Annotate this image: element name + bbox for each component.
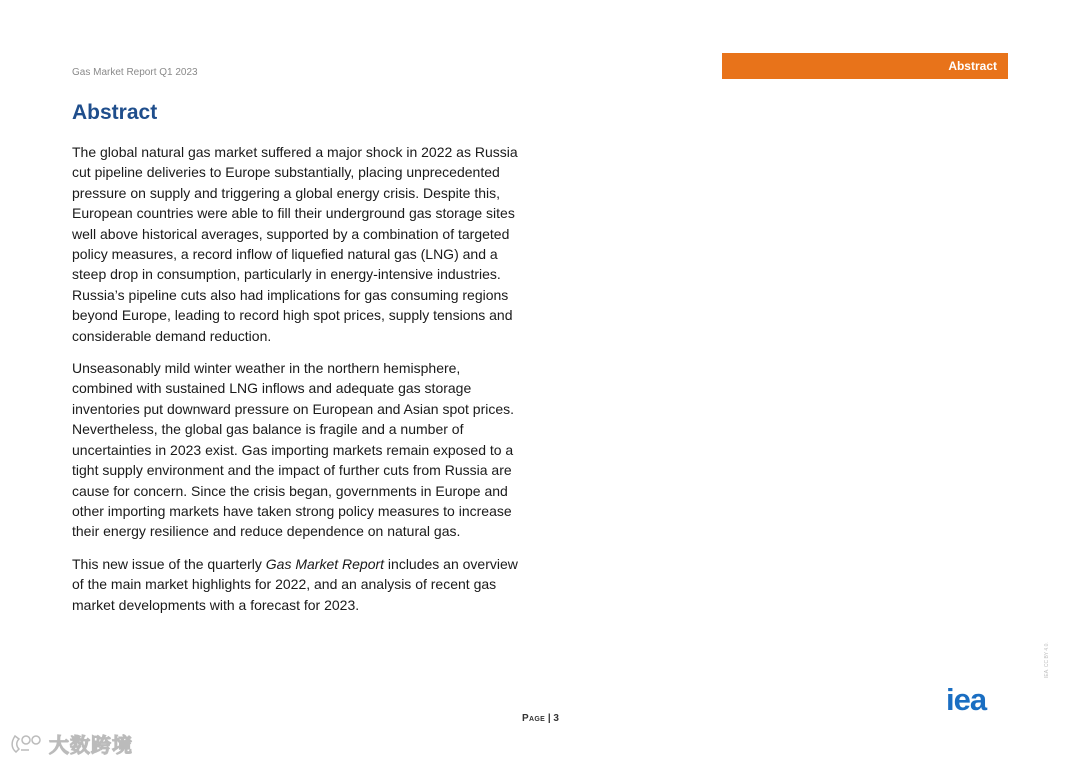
paragraph-3 [72,554,524,615]
report-name-italic: Gas Market Report [265,555,385,572]
section-tab: Abstract [722,53,1008,79]
watermark-text: 大数跨境 [49,733,133,757]
paragraph-2: Unseasonably mild winter weather in the northern hemisphere, combined with sustained LNG inflows and adequate gas storage inventories put downward pressure on European and Asian spot prices. Nevertheless, the global gas balance is fragile and a number of uncertainties in 2023 exist. Gas importing markets remain exposed to a tight supply environment and the impact of further cuts from Russia are cause for concern. Since the crisis began, governments in Europe and other importing markets have taken strong policy measures to increase their energy resilience and reduce dependence on natural gas. [72,360,515,540]
license-note: IEA. CC BY 4.0. [1044,642,1050,678]
page-title: Abstract [72,101,158,124]
page-number [522,713,559,724]
iea-logo: iea [946,682,987,717]
abstract-body [72,142,524,627]
page-separator: | [547,713,551,724]
paragraph-3-end: includes an overview of the main market highlights for 2022, and an analysis of recent gas market developments with a forecast for 2023. [72,555,518,613]
page-number-value: 3 [553,713,559,724]
watermark-logo-icon [9,732,43,756]
report-title: Gas Market Report Q1 2023 [72,67,198,78]
paragraph-3-start: This new issue of the quarterly [72,555,266,572]
paragraph-1: The global natural gas market suffered a major shock in 2022 as Russia cut pipeline deliveries to Europe substantially, placing unprecedented pressure on supply and triggering a global energy crisis. Despite this, European countries were able to fill their underground gas storage sites well above historical averages, supported by a combination of targeted policy measures, a record inflow of liquefied natural gas (LNG) and a steep drop in consumption, particularly in energy-intensive industries. Russia’s pipeline cuts also had implications for gas consuming regions beyond Europe, leading to record high spot prices, supply tensions and considerable demand reduction. [72,144,518,344]
watermark [9,729,133,758]
page-label: Page [522,713,546,724]
